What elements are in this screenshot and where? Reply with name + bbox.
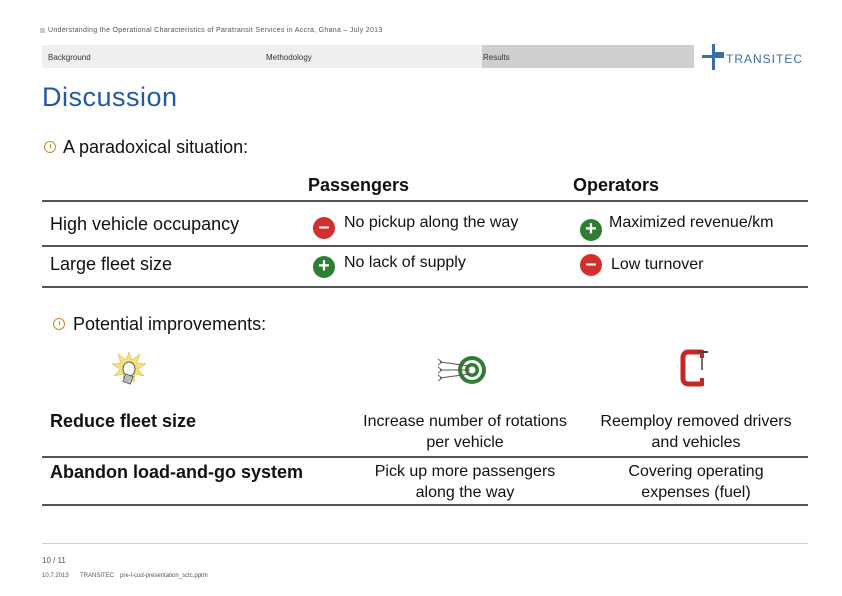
footer-divider (42, 543, 808, 544)
lightbulb-icon (110, 350, 148, 390)
passengers-effect: No pickup along the way (344, 214, 519, 231)
header-marker-icon (40, 28, 45, 33)
clock-bullet-icon (44, 141, 56, 153)
improvement-action: Abandon load-and-go system (50, 462, 304, 482)
improvement-effect: Covering operating expenses (fuel) (628, 463, 764, 501)
footer-file: pre-l-cod-presentation_sctc.pptm (120, 573, 208, 579)
improvement-effect: Increase number of rotations per vehicle (363, 413, 567, 451)
page-number: 10 / 11 (42, 556, 66, 565)
table-rule-improvements-bottom (42, 504, 808, 506)
row-label: Large fleet size (50, 254, 173, 274)
improvement-effect: Pick up more passengers along the way (374, 463, 556, 501)
slide-title: Discussion (42, 82, 178, 112)
table-rule-improvements-middle (42, 456, 808, 458)
row-label: High vehicle occupancy (50, 214, 240, 234)
table-rule-bottom (42, 286, 808, 288)
table-rule-top (42, 200, 808, 202)
transitec-logo-icon (702, 44, 726, 70)
passengers-effect: No lack of supply (344, 254, 466, 271)
nav-tab-methodology[interactable]: Methodology (266, 53, 312, 62)
improvement-effect: Reemploy removed drivers and vehicles (600, 413, 792, 451)
footer-org: TRANSITEC (80, 573, 115, 579)
minus-icon: – (313, 217, 335, 239)
footer-date: 10.7.2013 (42, 573, 69, 579)
column-header-passengers: Passengers (308, 175, 410, 195)
column-header-operators: Operators (573, 175, 660, 195)
clock-bullet-icon (53, 318, 65, 330)
nav-tab-background[interactable]: Background (48, 53, 91, 62)
operators-effect: Maximized revenue/km (609, 214, 774, 231)
table-rule-middle (42, 245, 808, 247)
target-icon (436, 352, 486, 388)
presentation-title: Understanding the Operational Characteristics of Paratransit Services in Accra, Ghana – July 2013 (48, 27, 383, 34)
improvement-action: Reduce fleet size (50, 411, 197, 431)
nav-results-highlight (482, 45, 694, 68)
transitec-logo-text: TRANSITEC (726, 52, 804, 66)
nav-tab-results[interactable]: Results (483, 53, 510, 62)
bullet-paradox: A paradoxical situation: (63, 137, 249, 157)
plus-icon: + (580, 219, 602, 241)
plus-icon: + (313, 256, 335, 278)
clamp-icon (680, 348, 710, 388)
bullet-improvements: Potential improvements: (73, 314, 267, 334)
minus-icon: – (580, 254, 602, 276)
operators-effect: Low turnover (611, 256, 704, 273)
